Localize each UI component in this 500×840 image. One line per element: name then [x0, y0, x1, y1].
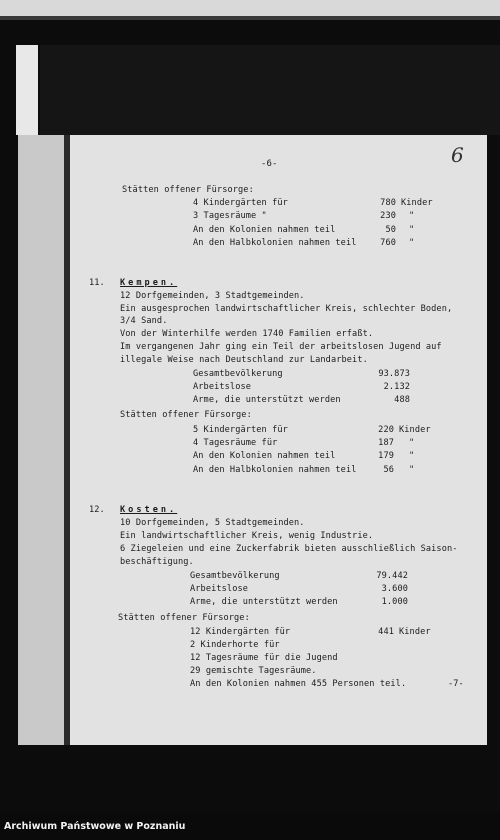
- kosten-welfare-unit-0: Kinder: [399, 627, 431, 637]
- kempen-line-0: 12 Dorfgemeinden, 3 Stadtgemeinden.: [120, 291, 305, 301]
- archive-footer-label: Archiwum Państwowe w Poznaniu: [4, 821, 186, 832]
- intro-welfare-label-2: An den Kolonien nahmen teil: [193, 225, 336, 235]
- kempen-stat-value-0: 93.873: [378, 369, 410, 379]
- intro-welfare-unit-3: ": [409, 238, 415, 248]
- intro-welfare-value-3: 760: [380, 238, 396, 248]
- handwritten-page-number: 6: [451, 143, 464, 167]
- kempen-welfare-label-0: 5 Kindergärten für: [193, 425, 288, 435]
- film-left-strip: [18, 135, 64, 745]
- kosten-stat-value-1: 3.600: [381, 584, 408, 594]
- next-page-marker: -7-: [448, 679, 464, 689]
- kempen-welfare-label-3: An den Halbkolonien nahmen teil: [193, 465, 357, 475]
- kempen-line-2: 3/4 Sand.: [120, 316, 168, 326]
- kempen-stat-value-1: 2.132: [383, 382, 410, 392]
- kempen-welfare-value-1: 187: [378, 438, 394, 448]
- film-edge: [16, 45, 38, 135]
- kosten-welfare-heading: Stätten offener Fürsorge:: [118, 613, 250, 623]
- kempen-line-1: Ein ausgesprochen landwirtschaftlicher Kreis, schlechter Boden,: [120, 304, 453, 314]
- kempen-stat-value-2: 488: [394, 395, 410, 405]
- kosten-welfare-label-0: 12 Kindergärten für: [190, 627, 291, 637]
- kempen-welfare-label-2: An den Kolonien nahmen teil: [193, 451, 336, 461]
- kempen-welfare-value-0: 220: [378, 425, 394, 435]
- intro-welfare-unit-1: ": [409, 211, 415, 221]
- kempen-welfare-unit-2: ": [409, 451, 415, 461]
- intro-welfare-unit-0: Kinder: [401, 198, 433, 208]
- kosten-line-3: beschäftigung.: [120, 557, 194, 567]
- kempen-welfare-value-2: 179: [378, 451, 394, 461]
- kempen-welfare-unit-3: ": [409, 465, 415, 475]
- intro-welfare-label-1: 3 Tagesräume ": [193, 211, 267, 221]
- kempen-welfare-value-3: 56: [383, 465, 394, 475]
- kempen-welfare-label-1: 4 Tagesräume für: [193, 438, 278, 448]
- kempen-section-number: 11.: [89, 278, 105, 288]
- film-dark-band: [40, 45, 500, 135]
- kempen-stat-label-2: Arme, die unterstützt werden: [193, 395, 341, 405]
- intro-welfare-label-3: An den Halbkolonien nahmen teil: [193, 238, 357, 248]
- kosten-welfare-value-0: 441: [378, 627, 394, 637]
- intro-welfare-heading: Stätten offener Fürsorge:: [122, 185, 254, 195]
- viewer-top-strip: [0, 0, 500, 16]
- kempen-stat-label-1: Arbeitslose: [193, 382, 252, 392]
- kosten-stat-value-2: 1.000: [381, 597, 408, 607]
- kosten-welfare-label-1: 2 Kinderhorte für: [190, 640, 280, 650]
- kosten-stat-label-0: Gesamtbevölkerung: [190, 571, 280, 581]
- kempen-stat-label-0: Gesamtbevölkerung: [193, 369, 283, 379]
- kosten-stat-label-1: Arbeitslose: [190, 584, 249, 594]
- kosten-welfare-label-4: An den Kolonien nahmen 455 Personen teil.: [190, 679, 407, 689]
- viewer-top-line: [0, 16, 500, 20]
- kosten-stat-label-2: Arme, die unterstützt werden: [190, 597, 338, 607]
- kosten-section-title: Kosten.: [120, 505, 178, 515]
- kempen-line-5: illegale Weise nach Deutschland zur Landarbeit.: [120, 355, 368, 365]
- intro-welfare-value-2: 50: [385, 225, 396, 235]
- kosten-line-1: Ein landwirtschaftlicher Kreis, wenig Industrie.: [120, 531, 374, 541]
- page-number: -6-: [261, 159, 278, 169]
- kempen-welfare-unit-1: ": [409, 438, 415, 448]
- intro-welfare-value-0: 780: [380, 198, 396, 208]
- kosten-section-number: 12.: [89, 505, 105, 515]
- kosten-welfare-label-2: 12 Tagesräume für die Jugend: [190, 653, 338, 663]
- intro-welfare-value-1: 230: [380, 211, 396, 221]
- intro-welfare-label-0: 4 Kindergärten für: [193, 198, 288, 208]
- kosten-stat-value-0: 79.442: [376, 571, 408, 581]
- kempen-line-3: Von der Winterhilfe werden 1740 Familien erfaßt.: [120, 329, 374, 339]
- kosten-welfare-label-3: 29 gemischte Tagesräume.: [190, 666, 317, 676]
- kempen-welfare-unit-0: Kinder: [399, 425, 431, 435]
- kempen-line-4: Im vergangenen Jahr ging ein Teil der arbeitslosen Jugend auf: [120, 342, 442, 352]
- kosten-line-0: 10 Dorfgemeinden, 5 Stadtgemeinden.: [120, 518, 305, 528]
- kempen-section-title: Kempen.: [120, 278, 178, 288]
- kempen-welfare-heading: Stätten offener Fürsorge:: [120, 410, 252, 420]
- kosten-line-2: 6 Ziegeleien und eine Zuckerfabrik bieten ausschließlich Saison-: [120, 544, 458, 554]
- intro-welfare-unit-2: ": [409, 225, 415, 235]
